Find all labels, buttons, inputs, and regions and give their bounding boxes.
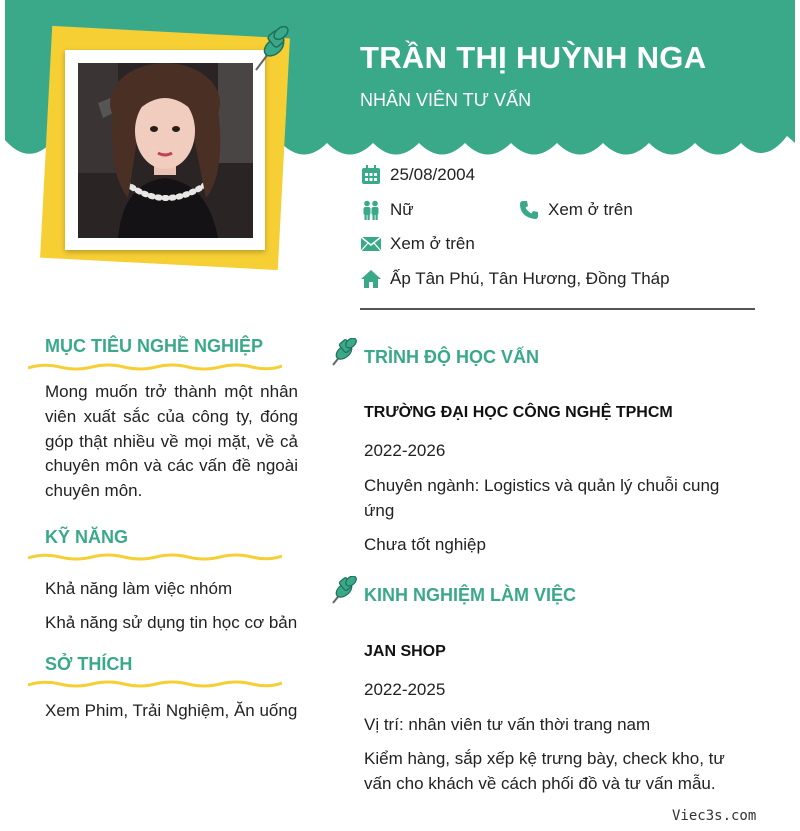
school-name: TRƯỜNG ĐẠI HỌC CÔNG NGHỆ TPHCM	[364, 404, 673, 421]
skill-item: Khả năng sử dụng tin học cơ bản	[45, 613, 298, 632]
experience-title: KINH NGHIỆM LÀM VIỆC	[364, 585, 577, 605]
watermark: Viec3s.com	[672, 808, 757, 824]
objective-title: MỤC TIÊU NGHỀ NGHIỆP	[45, 336, 264, 356]
contact-divider	[360, 308, 755, 310]
hobbies-text: Xem Phim, Trải Nghiệm, Ăn uống	[45, 701, 298, 720]
pushpin-icon	[330, 576, 358, 606]
education-status: Chưa tốt nghiệp	[364, 535, 486, 554]
experience-position: Vị trí: nhân viên tư vấn thời trang nam	[364, 715, 651, 734]
candidate-name: TRẦN THỊ HUỲNH NGA	[360, 40, 707, 75]
birthdate-text: 25/08/2004	[390, 165, 476, 184]
hobbies-title: SỞ THÍCH	[45, 654, 133, 674]
phone-text: Xem ở trên	[548, 200, 633, 219]
objective-text: Mong muốn trở thành một nhân viên xuất sắc của công ty, đóng góp thật nhiều về mọi mặt, về cả chuyên môn và các vấn đề ngoài chuyên môn.	[45, 382, 298, 501]
education-title: TRÌNH ĐỘ HỌC VẤN	[364, 347, 539, 367]
pushpin-icon	[250, 26, 290, 74]
profile-photo	[78, 63, 253, 238]
people-icon	[360, 199, 382, 221]
pushpin-icon	[330, 338, 358, 368]
skill-item: Khả năng làm việc nhóm	[45, 579, 233, 598]
objective-underline	[28, 362, 282, 376]
photo-frame	[65, 50, 265, 250]
home-icon	[360, 268, 382, 290]
phone-icon	[518, 199, 540, 221]
gender-text: Nữ	[390, 200, 414, 219]
experience-period: 2022-2025	[364, 680, 446, 699]
email-row	[360, 233, 475, 255]
experience-description: Kiểm hàng, sắp xếp kệ trưng bày, check kho, tư vấn cho khách về cách phối đồ và tư vấn mẫu.	[364, 749, 725, 793]
skills-title: KỸ NĂNG	[45, 527, 129, 547]
gender-row	[360, 199, 414, 221]
phone-row	[518, 199, 633, 221]
job-title: NHÂN VIÊN TƯ VẤN	[360, 90, 532, 110]
envelope-icon	[360, 233, 382, 255]
education-major: Chuyên ngành: Logistics và quản lý chuỗi cung ứng	[364, 476, 720, 520]
address-text: Ấp Tân Phú, Tân Hương, Đồng Tháp	[390, 269, 670, 288]
calendar-icon	[360, 164, 382, 186]
company-name: JAN SHOP	[364, 643, 446, 660]
email-text: Xem ở trên	[390, 234, 475, 253]
education-period: 2022-2026	[364, 441, 446, 460]
skills-underline	[28, 552, 282, 566]
hobbies-underline	[28, 679, 282, 693]
address-row	[360, 268, 670, 290]
birthdate-row	[360, 164, 475, 186]
